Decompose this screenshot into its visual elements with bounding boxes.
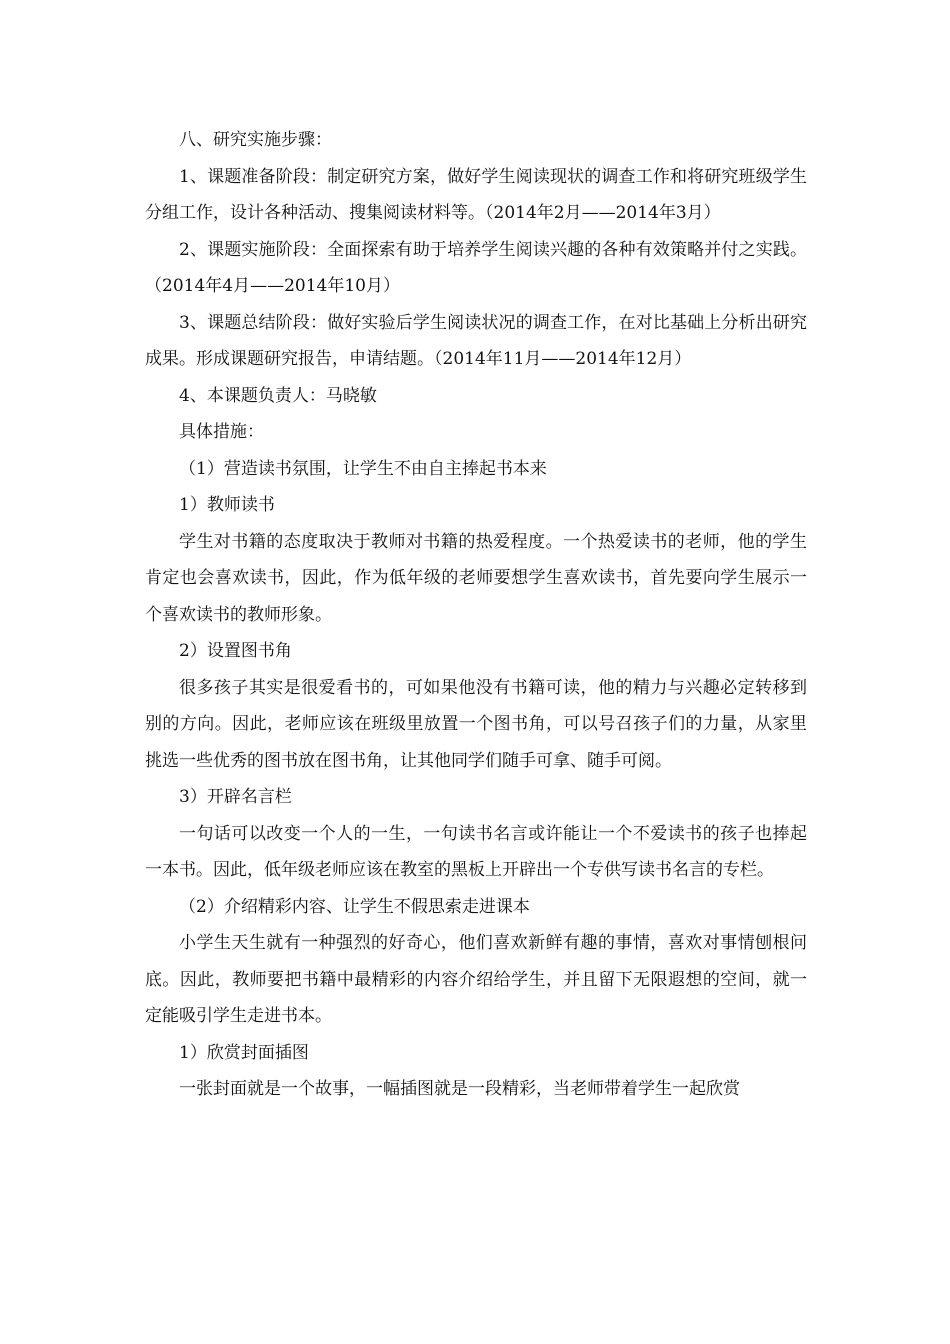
heading-specific-measures: 具体措施：	[179, 422, 264, 442]
subheading-cover-illustrations: 1）欣赏封面插图	[179, 1042, 309, 1063]
paragraph-cover-illustrations: 一张封面就是一个故事，一幅插图就是一段精彩，当老师带着学生一起欣赏	[179, 1079, 740, 1099]
document-body	[145, 122, 807, 1108]
paragraph-teacher-reading: 学生对书籍的态度取决于教师对书籍的热爱程度。一个热爱读书的老师，他的学生肯定也会喜欢读书，因此，作为低年级的老师要想学生喜欢读书，首先要向学生展示一个喜欢读书的教师形象。	[145, 531, 807, 625]
paragraph-preparation-stage: 1、课题准备阶段：制定研究方案，做好学生阅读现状的调查工作和将研究班级学生分组工作，设计各种活动、搜集阅读材料等。（2014年2月——2014年3月）	[145, 166, 807, 223]
section-heading-research-steps: 八、研究实施步骤：	[179, 130, 332, 150]
paragraph-summary-stage: 3、课题总结阶段：做好实验后学生阅读状况的调查工作，在对比基础上分析出研究成果。形成课题研究报告，申请结题。（2014年11月——2014年12月）	[145, 312, 807, 369]
subheading-book-corner: 2）设置图书角	[179, 641, 292, 661]
paragraph-quote-column: 一句话可以改变一个人的一生，一句读书名言或许能让一个不爱读书的孩子也捧起一本书。因此，低年级老师应该在教室的黑板上开辟出一个专供写读书名言的专栏。	[145, 823, 807, 880]
subheading-quote-column: 3）开辟名言栏	[179, 787, 292, 807]
paragraph-project-leader: 4、本课题负责人：马晓敏	[179, 385, 377, 406]
subheading-reading-atmosphere: （1）营造读书氛围，让学生不由自主捧起书本来	[179, 458, 547, 479]
paragraph-book-corner: 很多孩子其实是很爱看书的，可如果他没有书籍可读，他的精力与兴趣必定转移到别的方向。因此，老师应该在班级里放置一个图书角，可以号召孩子们的力量，从家里挑选一些优秀的图书放在图书角，让其他同学们随手可拿、随手可阅。	[145, 677, 807, 771]
subheading-introduce-content: （2）介绍精彩内容、让学生不假思索走进课本	[179, 896, 530, 917]
paragraph-implementation-stage: 2、课题实施阶段：全面探索有助于培养学生阅读兴趣的各种有效策略并付之实践。（2014年4月——2014年10月）	[145, 239, 807, 296]
paragraph-introduce-content: 小学生天生就有一种强烈的好奇心，他们喜欢新鲜有趣的事情，喜欢对事情刨根问底。因此，教师要把书籍中最精彩的内容介绍给学生，并且留下无限遐想的空间，就一定能吸引学生走进书本。	[145, 933, 807, 1026]
subheading-teacher-reading: 1）教师读书	[179, 495, 275, 515]
